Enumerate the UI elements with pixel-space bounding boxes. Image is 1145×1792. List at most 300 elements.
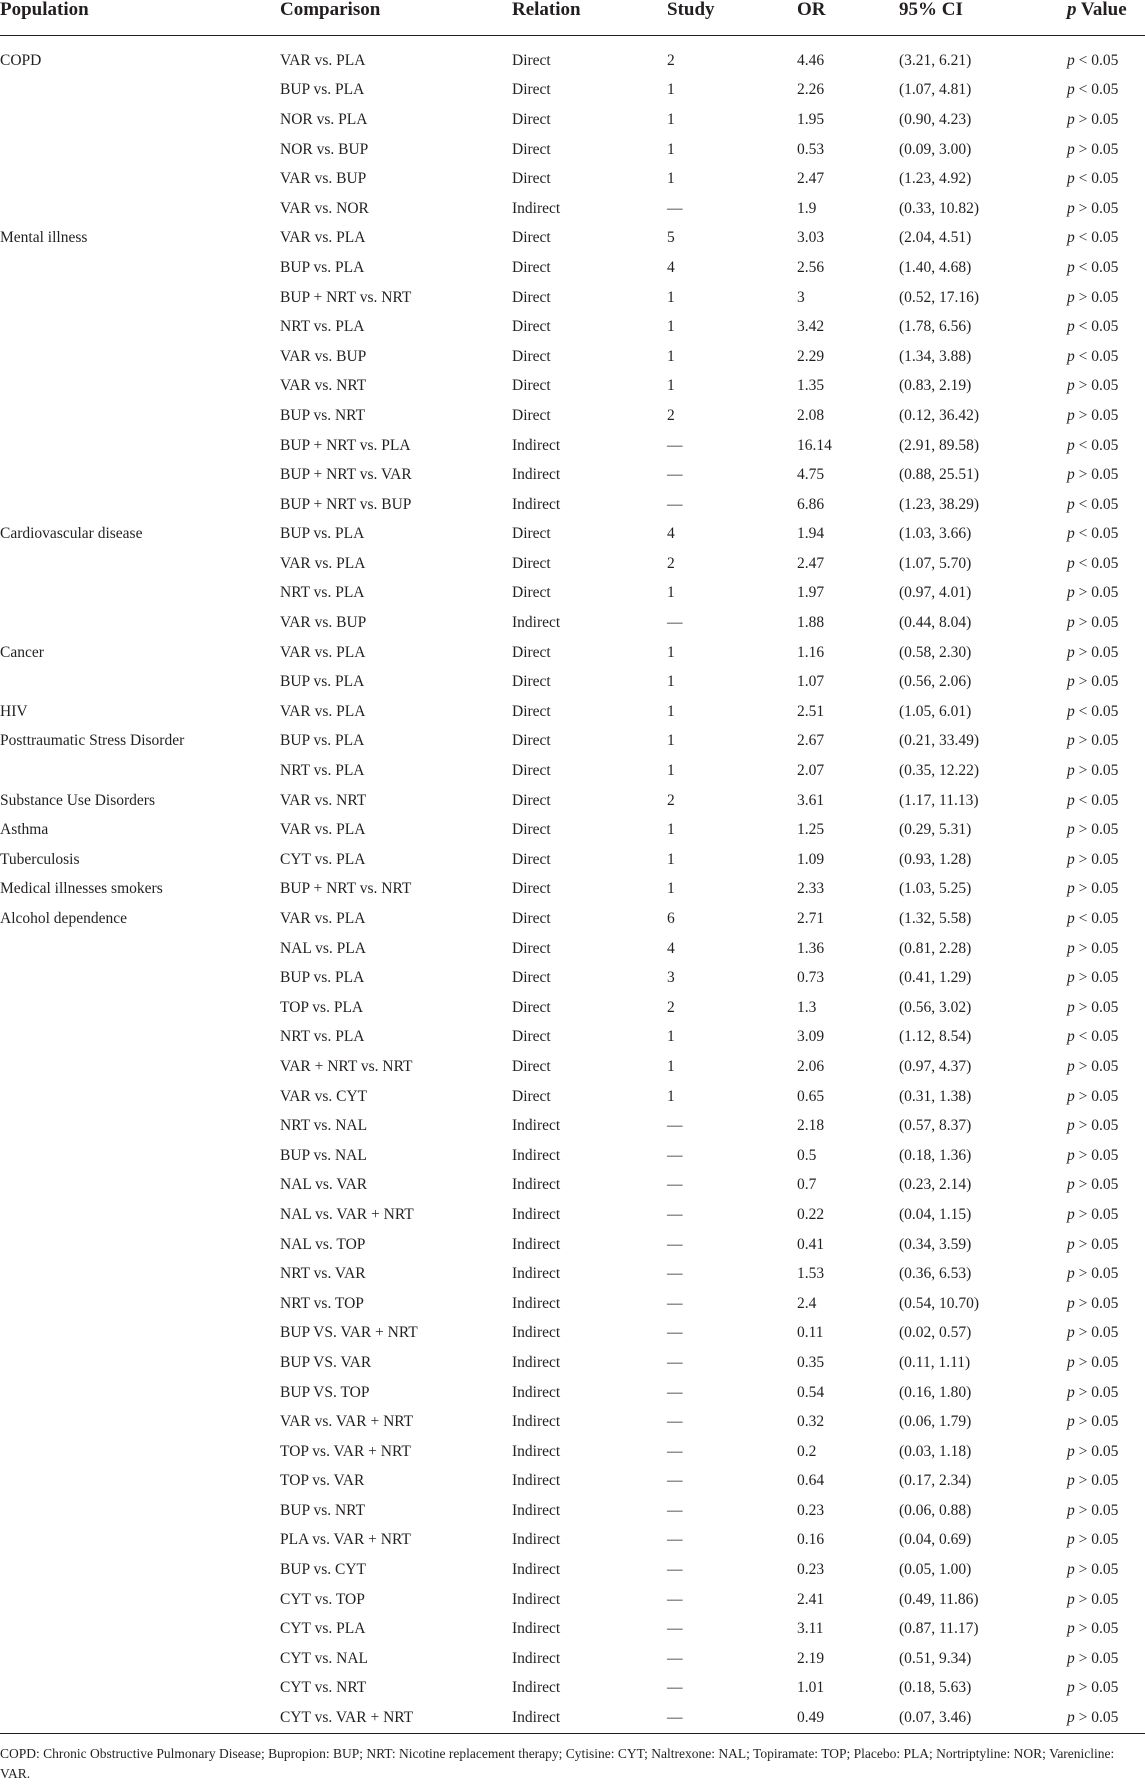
- p-value-text: > 0.05: [1074, 406, 1119, 424]
- p-italic: p: [1067, 258, 1075, 276]
- table-row: [0, 727, 1145, 757]
- cell-p-value: [1067, 1111, 1145, 1141]
- cell-p-value: [1067, 727, 1145, 757]
- cell-p-value: [1067, 993, 1145, 1023]
- cell-study: —: [667, 1146, 683, 1164]
- cell-p-value: [1067, 1555, 1145, 1585]
- table-row: [0, 1171, 1145, 1201]
- cell-ci: (0.49, 11.86): [899, 1590, 979, 1608]
- p-italic: p: [1067, 1117, 1075, 1135]
- cell-or: 1.94: [797, 525, 825, 543]
- cell-comparison: BUP vs. PLA: [280, 258, 365, 276]
- cell-study: 1: [667, 732, 675, 750]
- cell-population: [0, 1437, 280, 1467]
- p-italic: p: [1067, 1531, 1075, 1549]
- p-italic: p: [1067, 1383, 1075, 1401]
- cell-study: —: [667, 1649, 683, 1667]
- cell-or: 0.23: [797, 1501, 825, 1519]
- table-row: [0, 135, 1145, 165]
- p-value-text: > 0.05: [1074, 1353, 1119, 1371]
- p-value-text: > 0.05: [1074, 1057, 1119, 1075]
- cell-ci: (1.23, 4.92): [899, 170, 972, 188]
- p-value-text: > 0.05: [1074, 1117, 1119, 1135]
- cell-relation: Direct: [512, 110, 551, 128]
- cell-p-value: [1067, 934, 1145, 964]
- cell-comparison: CYT vs. NAL: [280, 1649, 368, 1667]
- cell-p-value: [1067, 1230, 1145, 1260]
- table-row: [0, 667, 1145, 697]
- cell-study: 2: [667, 554, 675, 572]
- cell-p-value: [1067, 253, 1145, 283]
- p-italic: p: [1067, 525, 1075, 543]
- cell-ci: (1.32, 5.58): [899, 910, 972, 928]
- cell-study: 4: [667, 525, 675, 543]
- cell-relation: Indirect: [512, 466, 561, 484]
- cell-population: [0, 1348, 280, 1378]
- cell-population: Substance Use Disorders: [0, 791, 155, 809]
- p-value-text: < 0.05: [1074, 1028, 1119, 1046]
- cell-study: 1: [667, 140, 675, 158]
- cell-study: 1: [667, 1057, 675, 1075]
- cell-relation: Indirect: [512, 1413, 561, 1431]
- cell-p-value: [1067, 1348, 1145, 1378]
- cell-relation: Indirect: [512, 1649, 561, 1667]
- cell-population: [0, 963, 280, 993]
- p-value-text: > 0.05: [1074, 110, 1119, 128]
- cell-p-value: [1067, 401, 1145, 431]
- cell-p-value: [1067, 164, 1145, 194]
- cell-or: 3.09: [797, 1028, 825, 1046]
- p-value-text: > 0.05: [1074, 1620, 1119, 1638]
- table-row: [0, 76, 1145, 106]
- cell-or: 0.7: [797, 1176, 817, 1194]
- cell-study: 1: [667, 821, 675, 839]
- cell-study: —: [667, 1620, 683, 1638]
- cell-ci: (0.16, 1.80): [899, 1383, 972, 1401]
- cell-or: 2.18: [797, 1117, 825, 1135]
- cell-relation: Indirect: [512, 1442, 561, 1460]
- cell-ci: (0.52, 17.16): [899, 288, 980, 306]
- cell-study: 1: [667, 347, 675, 365]
- cell-ci: (0.06, 0.88): [899, 1501, 972, 1519]
- cell-comparison: NAL vs. PLA: [280, 939, 366, 957]
- cell-relation: Direct: [512, 288, 551, 306]
- cell-population: [0, 194, 280, 224]
- cell-comparison: VAR vs. VAR + NRT: [280, 1413, 414, 1431]
- cell-or: 0.16: [797, 1531, 825, 1549]
- p-value-text: < 0.05: [1074, 910, 1119, 928]
- cell-relation: Direct: [512, 406, 551, 424]
- cell-population: [0, 1289, 280, 1319]
- p-value-text: > 0.05: [1074, 1205, 1119, 1223]
- cell-comparison: VAR vs. BUP: [280, 170, 367, 188]
- cell-study: 1: [667, 673, 675, 691]
- cell-relation: Direct: [512, 880, 551, 898]
- p-value-text: > 0.05: [1074, 643, 1119, 661]
- p-italic: p: [1067, 673, 1075, 691]
- cell-p-value: [1067, 1259, 1145, 1289]
- p-italic: p: [1067, 1590, 1075, 1608]
- cell-p-value: [1067, 76, 1145, 106]
- cell-or: 1.3: [797, 998, 817, 1016]
- cell-or: 2.08: [797, 406, 825, 424]
- cell-study: 1: [667, 584, 675, 602]
- cell-or: 0.35: [797, 1353, 825, 1371]
- cell-study: 1: [667, 762, 675, 780]
- table-row: [0, 372, 1145, 402]
- cell-relation: Direct: [512, 377, 551, 395]
- p-italic: p: [1067, 1413, 1075, 1431]
- cell-comparison: BUP VS. TOP: [280, 1383, 370, 1401]
- cell-comparison: BUP vs. PLA: [280, 732, 365, 750]
- cell-relation: Direct: [512, 554, 551, 572]
- cell-comparison: TOP vs. VAR: [280, 1472, 365, 1490]
- cell-study: 2: [667, 791, 675, 809]
- cell-population: Cardiovascular disease: [0, 525, 143, 543]
- table-row: [0, 164, 1145, 194]
- p-value-text: > 0.05: [1074, 1531, 1119, 1549]
- cell-ci: (2.04, 4.51): [899, 229, 972, 247]
- table-footnote: COPD: Chronic Obstructive Pulmonary Disease; Bupropion: BUP; NRT: Nicotine replacement therapy; Cytisine: CYT; Naltrexone: NAL; Topiramate: TOP; Placebo: PLA; Nortriptyline: NOR; Varenicline: VAR.: [0, 1746, 1115, 1781]
- table-header: [0, 0, 1145, 36]
- cell-p-value: [1067, 579, 1145, 609]
- cell-population: [0, 1200, 280, 1230]
- cell-comparison: VAR vs. NRT: [280, 791, 367, 809]
- p-value-text: > 0.05: [1074, 821, 1119, 839]
- cell-p-value: [1067, 1052, 1145, 1082]
- cell-comparison: BUP vs. NAL: [280, 1146, 367, 1164]
- cell-study: 1: [667, 1028, 675, 1046]
- table-row: [0, 934, 1145, 964]
- table-row: [0, 963, 1145, 993]
- cell-or: 1.07: [797, 673, 825, 691]
- cell-relation: Direct: [512, 702, 551, 720]
- cell-or: 2.41: [797, 1590, 825, 1608]
- cell-population: [0, 342, 280, 372]
- cell-comparison: BUP + NRT vs. NRT: [280, 880, 412, 898]
- cell-or: 1.01: [797, 1679, 825, 1697]
- p-value-text: > 0.05: [1074, 1709, 1119, 1727]
- cell-study: 1: [667, 288, 675, 306]
- cell-study: —: [667, 1679, 683, 1697]
- table-row: [0, 815, 1145, 845]
- cell-population: [0, 756, 280, 786]
- p-italic: p: [1067, 1561, 1075, 1579]
- p-value-text: < 0.05: [1074, 318, 1119, 336]
- cell-population: Tuberculosis: [0, 850, 80, 868]
- p-value-text: > 0.05: [1074, 732, 1119, 750]
- cell-comparison: NRT vs. TOP: [280, 1294, 364, 1312]
- cell-relation: Direct: [512, 318, 551, 336]
- cell-or: 1.97: [797, 584, 825, 602]
- table-body: [0, 36, 1145, 1733]
- cell-ci: (0.81, 2.28): [899, 939, 972, 957]
- p-italic: p: [1067, 347, 1075, 365]
- cell-relation: Indirect: [512, 1383, 561, 1401]
- cell-or: 2.29: [797, 347, 825, 365]
- cell-population: Asthma: [0, 821, 49, 839]
- header-p-value: [1067, 0, 1145, 36]
- cell-study: —: [667, 1709, 683, 1727]
- cell-or: 0.54: [797, 1383, 825, 1401]
- cell-relation: Direct: [512, 584, 551, 602]
- table-row: [0, 1378, 1145, 1408]
- table-row: [0, 756, 1145, 786]
- cell-p-value: [1067, 608, 1145, 638]
- header-row: [0, 0, 1145, 36]
- cell-study: 6: [667, 910, 675, 928]
- cell-study: —: [667, 466, 683, 484]
- cell-comparison: BUP vs. PLA: [280, 81, 365, 99]
- cell-population: [0, 1496, 280, 1526]
- p-italic: p: [1067, 51, 1075, 69]
- cell-ci: (0.54, 10.70): [899, 1294, 980, 1312]
- cell-population: [0, 1319, 280, 1349]
- cell-or: 0.32: [797, 1413, 825, 1431]
- cell-relation: Direct: [512, 821, 551, 839]
- cell-relation: Indirect: [512, 1353, 561, 1371]
- p-italic: p: [1067, 229, 1075, 247]
- cell-comparison: NAL vs. VAR + NRT: [280, 1205, 414, 1223]
- cell-ci: (0.21, 33.49): [899, 732, 980, 750]
- cell-comparison: VAR vs. NRT: [280, 377, 367, 395]
- table-row: [0, 1585, 1145, 1615]
- cell-p-value: [1067, 1496, 1145, 1526]
- cell-study: —: [667, 1205, 683, 1223]
- p-value-text: > 0.05: [1074, 1501, 1119, 1519]
- p-value-text: < 0.05: [1074, 258, 1119, 276]
- p-value-text: > 0.05: [1074, 1324, 1119, 1342]
- cell-or: 1.9: [797, 199, 817, 217]
- cell-comparison: CYT vs. PLA: [280, 1620, 366, 1638]
- cell-comparison: NRT vs. NAL: [280, 1117, 368, 1135]
- cell-ci: (0.90, 4.23): [899, 110, 972, 128]
- cell-study: 4: [667, 939, 675, 957]
- cell-ci: (0.18, 1.36): [899, 1146, 972, 1164]
- cell-or: 4.46: [797, 51, 825, 69]
- cell-p-value: [1067, 224, 1145, 254]
- cell-population: Cancer: [0, 643, 44, 661]
- cell-p-value: [1067, 786, 1145, 816]
- cell-relation: Indirect: [512, 1324, 561, 1342]
- table-row: [0, 1289, 1145, 1319]
- table-row: [0, 1348, 1145, 1378]
- cell-study: 4: [667, 258, 675, 276]
- cell-or: 2.07: [797, 762, 825, 780]
- cell-population: [0, 1378, 280, 1408]
- table-row: [0, 460, 1145, 490]
- cell-study: 1: [667, 702, 675, 720]
- cell-study: 1: [667, 81, 675, 99]
- cell-population: COPD: [0, 51, 42, 69]
- cell-ci: (1.03, 3.66): [899, 525, 972, 543]
- cell-p-value: [1067, 875, 1145, 905]
- p-italic: p: [1067, 643, 1075, 661]
- table-row: [0, 1644, 1145, 1674]
- p-value-text: < 0.05: [1074, 347, 1119, 365]
- cell-study: 1: [667, 643, 675, 661]
- table-row: [0, 401, 1145, 431]
- cell-ci: (2.91, 89.58): [899, 436, 980, 454]
- p-italic: p: [1067, 1176, 1075, 1194]
- p-italic: p: [1067, 1028, 1075, 1046]
- p-italic: p: [1067, 880, 1075, 898]
- cell-ci: (0.04, 0.69): [899, 1531, 972, 1549]
- cell-study: 1: [667, 110, 675, 128]
- p-italic: p: [1067, 1146, 1075, 1164]
- cell-comparison: NRT vs. PLA: [280, 584, 365, 602]
- cell-or: 1.16: [797, 643, 825, 661]
- cell-ci: (0.04, 1.15): [899, 1205, 972, 1223]
- cell-p-value: [1067, 520, 1145, 550]
- cell-population: Alcohol dependence: [0, 910, 127, 928]
- p-italic: p: [1067, 554, 1075, 572]
- p-italic: p: [1067, 1442, 1075, 1460]
- cell-comparison: VAR + NRT vs. NRT: [280, 1057, 413, 1075]
- p-italic: p: [1067, 1294, 1075, 1312]
- cell-study: —: [667, 1561, 683, 1579]
- cell-study: —: [667, 495, 683, 513]
- cell-or: 0.73: [797, 969, 825, 987]
- cell-population: [0, 1585, 280, 1615]
- cell-comparison: BUP VS. VAR: [280, 1353, 372, 1371]
- p-italic: p: [1067, 1649, 1075, 1667]
- cell-study: 1: [667, 850, 675, 868]
- cell-relation: Indirect: [512, 495, 561, 513]
- p-italic: p: [1067, 1205, 1075, 1223]
- cell-study: —: [667, 1353, 683, 1371]
- cell-population: [0, 1526, 280, 1556]
- cell-relation: Indirect: [512, 614, 561, 632]
- cell-or: 2.33: [797, 880, 825, 898]
- table-row: [0, 1703, 1145, 1733]
- cell-study: —: [667, 1413, 683, 1431]
- table-row: [0, 1141, 1145, 1171]
- cell-ci: (1.12, 8.54): [899, 1028, 972, 1046]
- cell-comparison: NRT vs. VAR: [280, 1265, 366, 1283]
- p-italic: p: [1067, 466, 1075, 484]
- table-row: [0, 520, 1145, 550]
- cell-population: [0, 1023, 280, 1053]
- cell-relation: Direct: [512, 791, 551, 809]
- cell-relation: Indirect: [512, 1501, 561, 1519]
- cell-or: 4.75: [797, 466, 825, 484]
- cell-relation: Direct: [512, 673, 551, 691]
- cell-relation: Direct: [512, 1087, 551, 1105]
- cell-comparison: NAL vs. TOP: [280, 1235, 366, 1253]
- p-value-text: > 0.05: [1074, 1146, 1119, 1164]
- cell-relation: Indirect: [512, 1679, 561, 1697]
- cell-relation: Direct: [512, 258, 551, 276]
- p-italic: p: [1067, 288, 1075, 306]
- cell-relation: Indirect: [512, 199, 561, 217]
- cell-relation: Direct: [512, 732, 551, 750]
- cell-study: 2: [667, 51, 675, 69]
- cell-or: 2.06: [797, 1057, 825, 1075]
- p-italic: p: [1067, 762, 1075, 780]
- cell-ci: (0.97, 4.01): [899, 584, 972, 602]
- cell-study: —: [667, 1383, 683, 1401]
- p-italic: p: [1067, 584, 1075, 602]
- cell-p-value: [1067, 1023, 1145, 1053]
- cell-ci: (0.93, 1.28): [899, 850, 972, 868]
- p-italic: p: [1067, 406, 1075, 424]
- cell-ci: (1.34, 3.88): [899, 347, 972, 365]
- cell-comparison: VAR vs. NOR: [280, 199, 369, 217]
- cell-comparison: NRT vs. PLA: [280, 318, 365, 336]
- cell-ci: (0.12, 36.42): [899, 406, 980, 424]
- cell-relation: Indirect: [512, 1117, 561, 1135]
- cell-relation: Direct: [512, 347, 551, 365]
- table-row: [0, 490, 1145, 520]
- cell-population: [0, 431, 280, 461]
- cell-population: [0, 460, 280, 490]
- cell-ci: (0.83, 2.19): [899, 377, 972, 395]
- cell-relation: Indirect: [512, 1205, 561, 1223]
- cell-population: [0, 1141, 280, 1171]
- p-value-text: > 0.05: [1074, 998, 1119, 1016]
- cell-population: [0, 1407, 280, 1437]
- table-row: [0, 845, 1145, 875]
- cell-study: —: [667, 1265, 683, 1283]
- cell-study: 1: [667, 1087, 675, 1105]
- cell-comparison: NAL vs. VAR: [280, 1176, 368, 1194]
- cell-comparison: VAR vs. PLA: [280, 51, 366, 69]
- cell-ci: (1.40, 4.68): [899, 258, 972, 276]
- p-value-text: < 0.05: [1074, 81, 1119, 99]
- cell-ci: (0.02, 0.57): [899, 1324, 972, 1342]
- cell-population: [0, 1259, 280, 1289]
- cell-ci: (0.57, 8.37): [899, 1117, 972, 1135]
- cell-or: 2.4: [797, 1294, 817, 1312]
- cell-comparison: PLA vs. VAR + NRT: [280, 1531, 411, 1549]
- p-italic: p: [1067, 1501, 1075, 1519]
- cell-relation: Direct: [512, 1028, 551, 1046]
- cell-p-value: [1067, 815, 1145, 845]
- cell-relation: Direct: [512, 969, 551, 987]
- cell-study: 1: [667, 318, 675, 336]
- p-italic: p: [1067, 1057, 1075, 1075]
- cell-comparison: TOP vs. VAR + NRT: [280, 1442, 411, 1460]
- cell-relation: Direct: [512, 643, 551, 661]
- p-italic: p: [1067, 850, 1075, 868]
- cell-relation: Direct: [512, 140, 551, 158]
- cell-population: [0, 1052, 280, 1082]
- cell-comparison: CYT vs. VAR + NRT: [280, 1709, 414, 1727]
- cell-relation: Direct: [512, 910, 551, 928]
- p-value-text: > 0.05: [1074, 762, 1119, 780]
- cell-ci: (0.41, 1.29): [899, 969, 972, 987]
- cell-or: 1.36: [797, 939, 825, 957]
- cell-comparison: NRT vs. PLA: [280, 762, 365, 780]
- table-row: [0, 283, 1145, 313]
- cell-population: [0, 76, 280, 106]
- cell-relation: Direct: [512, 229, 551, 247]
- cell-study: 3: [667, 969, 675, 987]
- p-italic: p: [1067, 939, 1075, 957]
- p-italic: p: [1067, 1324, 1075, 1342]
- cell-population: [0, 312, 280, 342]
- p-italic: p: [1067, 969, 1075, 987]
- cell-relation: Indirect: [512, 1146, 561, 1164]
- cell-relation: Direct: [512, 1057, 551, 1075]
- cell-comparison: VAR vs. PLA: [280, 910, 366, 928]
- header-or: OR: [797, 0, 826, 20]
- table-row: [0, 1023, 1145, 1053]
- cell-or: 0.53: [797, 140, 825, 158]
- cell-study: —: [667, 1531, 683, 1549]
- cell-comparison: BUP vs. PLA: [280, 673, 365, 691]
